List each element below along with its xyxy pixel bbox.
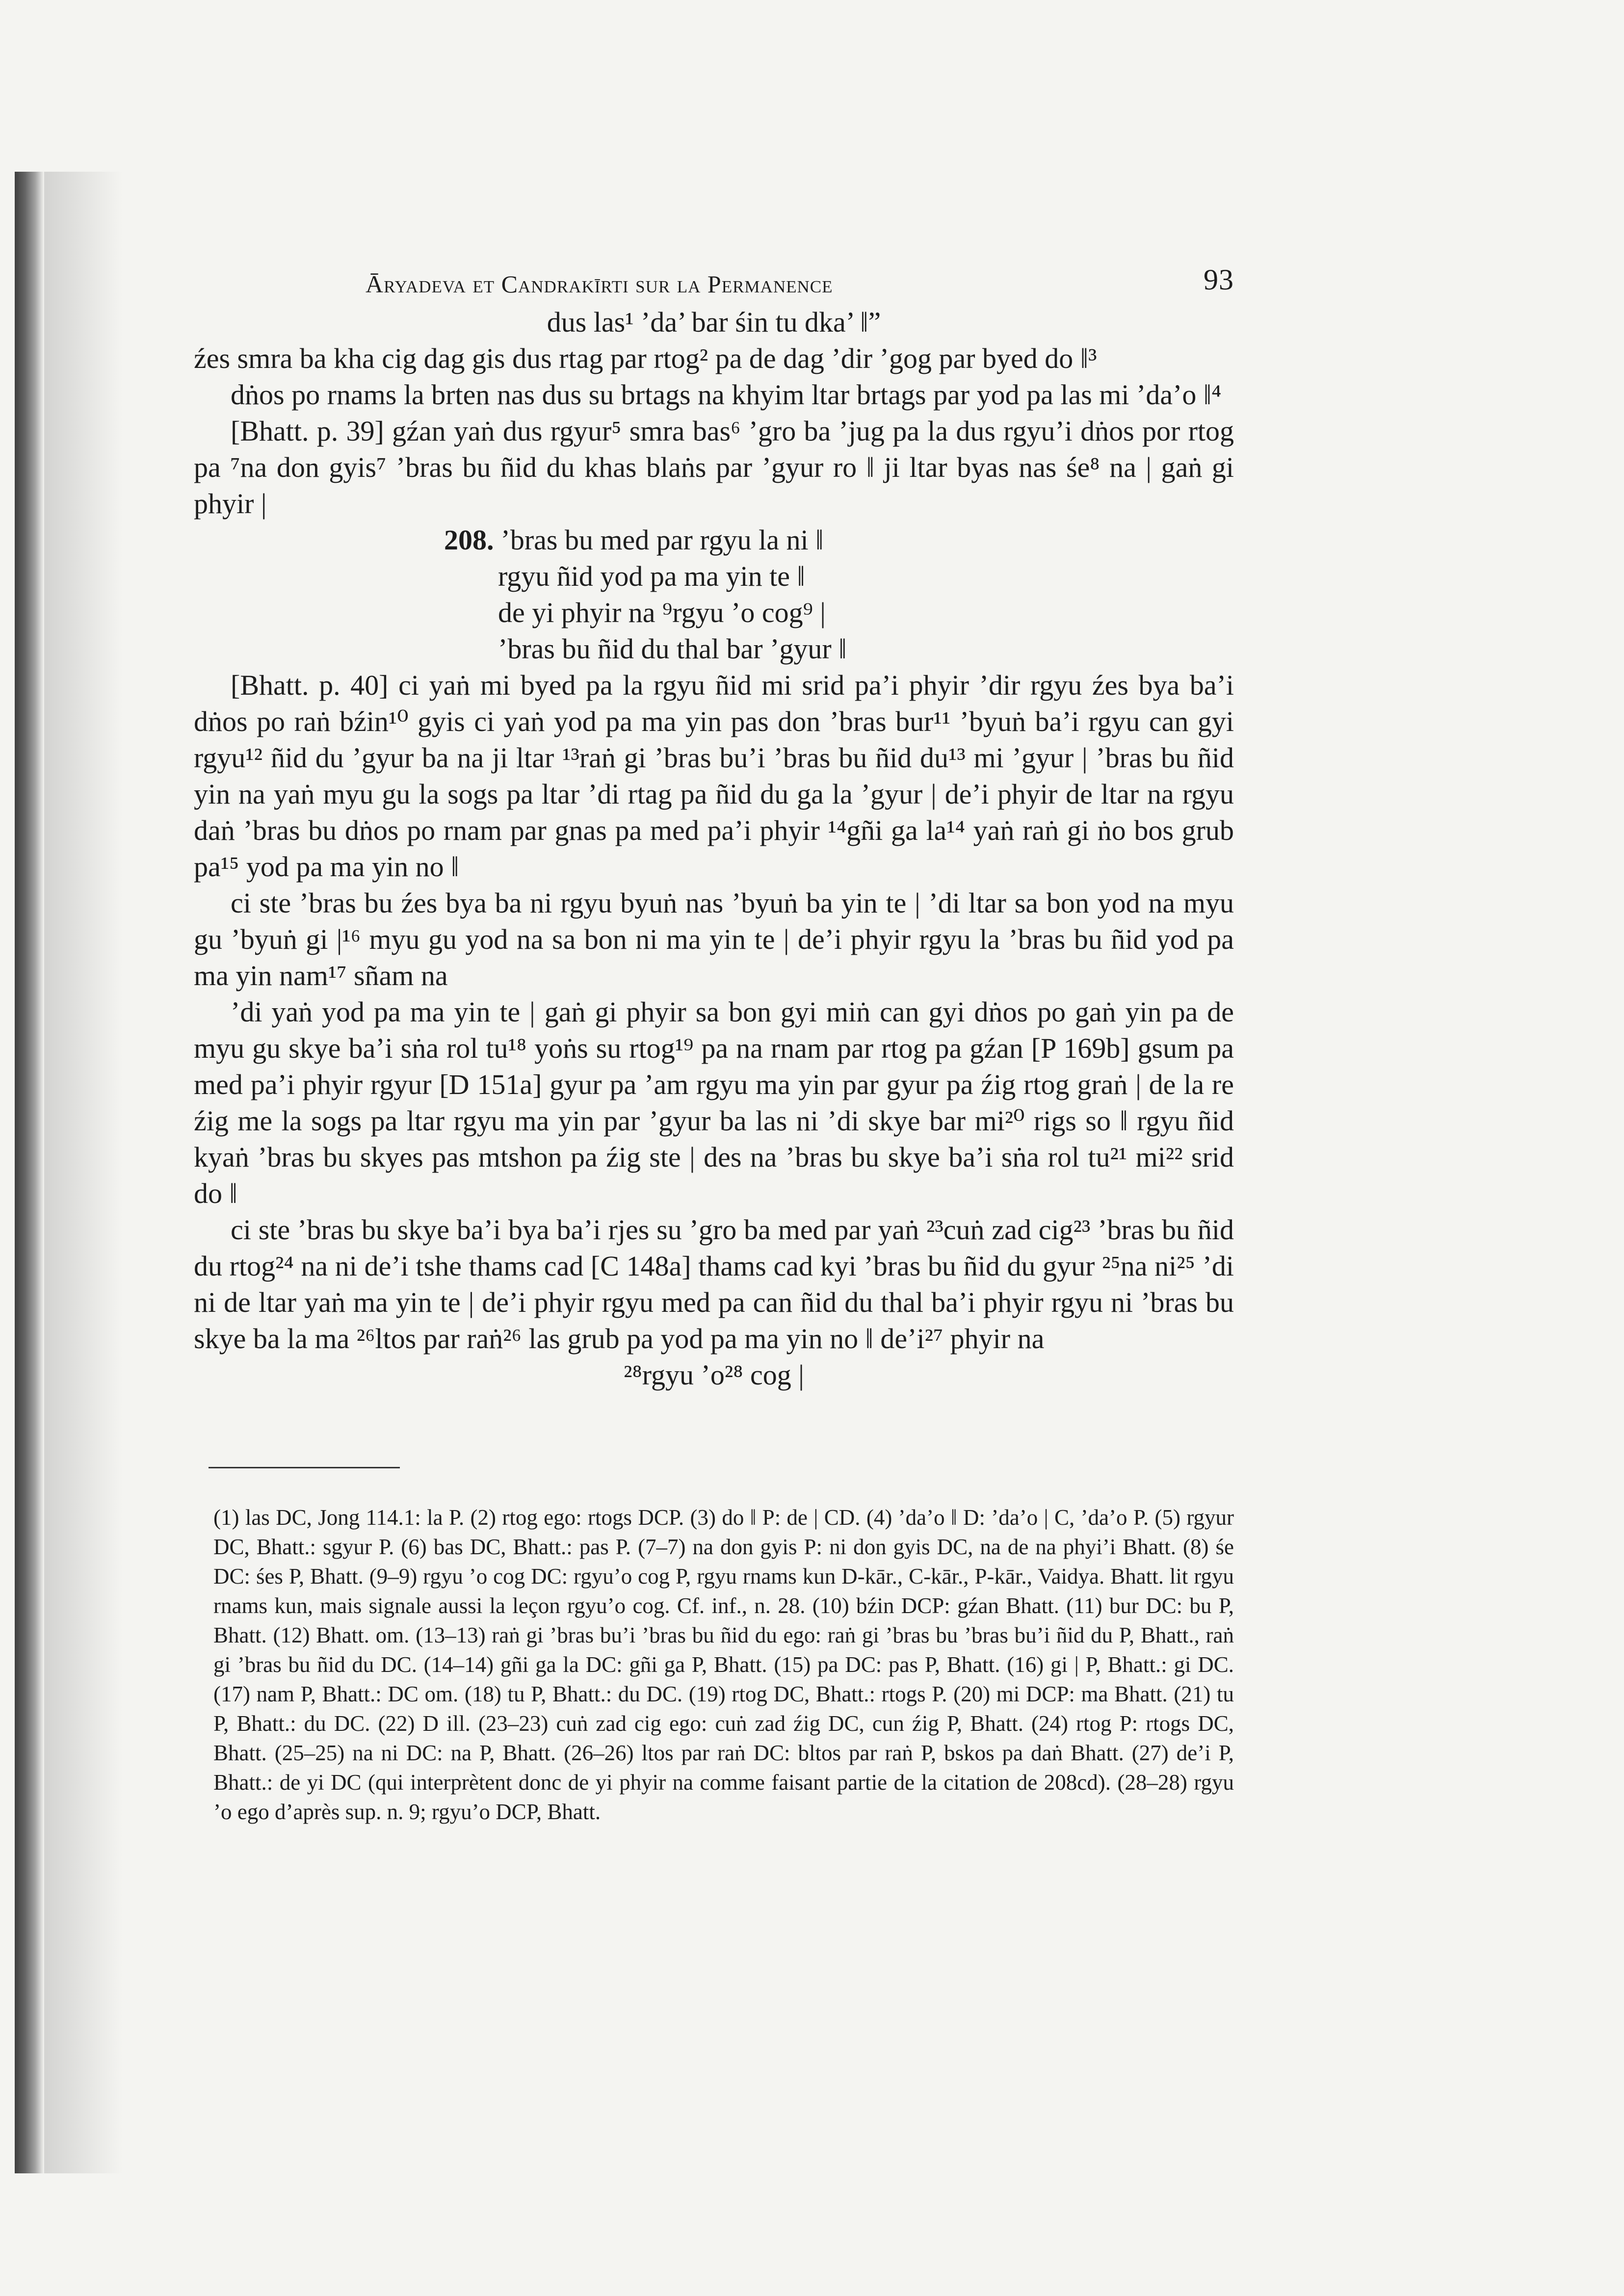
page-header xyxy=(194,260,1234,304)
paragraph: źes smra ba kha cig dag gis dus rtag par rtog² pa de dag ’dir ’gog par byed do ‖³ xyxy=(194,342,1097,374)
footnote-text: (1) las DC, Jong 114.1: la P. (2) rtog ego: rtogs DCP. (3) do ‖ P: de | CD. (4) ’da’o ‖ D: ’da’o | C, ’da’o P. (5) rgyur DC, Bhatt.: sgyur P. (6) bas DC, Bhatt.: pas P. (7–7) na don gyis P: ni don gyis DC, na de na phyi’i Bhatt. (8) śe DC: śes P, Bhatt. (9–9) rgyu ’o cog DC: rgyu’o cog P, rgyu rnams kun D-kār., C-kār., P-kār., Vaidya. Bhatt. lit rgyu rnams kun, mais signale aussi la leçon rgyu’o cog. Cf. inf., n. 28. (10) bźin DCP: gźan Bhatt. (11) bur DC: bu P, Bhatt. (12) Bhatt. om. (13–13) raṅ gi ’bras bu’i ’bras bu ñid du ego: raṅ gi ’bras bu ’bras bu’i ñid du P, Bhatt., raṅ gi ’bras bu ñid du DC. (14–14) gñi ga la DC: gñi ga P, Bhatt. (15) pa DC: pas P, Bhatt. (16) gi | P, Bhatt.: gi DC. (17) nam P, Bhatt.: DC om. (18) tu P, Bhatt.: du DC. (19) rtog DC, Bhatt.: rtogs P. (20) mi DCP: ma Bhatt. (21) tu P, Bhatt.: du DC. (22) D ill. (23–23) cuṅ zad cig ego: cuṅ zad źig DC, cun źig P, Bhatt. (24) rtog P: rtogs DC, Bhatt. (25–25) na ni DC: na P, Bhatt. (26–26) ltos par raṅ DC: bltos par raṅ P, bskos pa daṅ Bhatt. (27) de’i P, Bhatt.: de yi DC (qui interprètent donc de yi phyir na comme faisant partie de la citation de 208cd). (28–28) rgyu ’o ego d’après sup. n. 9; rgyu’o DCP, Bhatt. xyxy=(213,1505,1234,1824)
verse-line: de yi phyir na ⁹rgyu ’o cog⁹ | xyxy=(498,597,826,628)
running-head: Āryadeva et Candrakīrti sur la Permanence xyxy=(366,270,833,298)
paragraph: [Bhatt. p. 39] gźan yaṅ dus rgyur⁵ smra bas⁶ ’gro ba ’jug pa la dus rgyu’i dṅos por rtog pa ⁷na don gyis⁷ ’bras bu ñid du khas blaṅs par ’gyur ro ‖ ji ltar byas nas śe⁸ na | gaṅ gi phyir | xyxy=(194,415,1234,520)
footnote-rule xyxy=(209,1467,400,1468)
paragraph: dṅos po rnams la brten nas dus su brtags na khyim ltar brtags par yod pa las mi ’da’o ‖⁴ xyxy=(231,379,1222,411)
paragraph: ci ste ’bras bu skye ba’i bya ba’i rjes su ’gro ba med par yaṅ ²³cuṅ zad cig²³ ’bras bu ñid du rtog²⁴ na ni de’i tshe thams cad [C 148a] thams cad kyi ’bras bu ñid du gyur ²⁵na ni²⁵ ’di ni de ltar yaṅ ma yin te | de’i phyir rgyu med pa can ñid du thal ba’i phyir rgyu ni ’bras bu skye ba la ma ²⁶ltos par raṅ²⁶ las grub pa yod pa ma yin no ‖ de’i²⁷ phyir na xyxy=(194,1214,1234,1355)
page-number: 93 xyxy=(1204,263,1234,296)
scan-binding-shadow xyxy=(15,172,44,2173)
scan-binding-gradient xyxy=(44,172,123,2173)
verse-number: 208. xyxy=(444,524,494,556)
text-line: dus las¹ ’da’ bar śin tu dka’ ‖” xyxy=(547,306,881,338)
verse-line: ’bras bu ñid du thal bar ’gyur ‖ xyxy=(498,633,847,665)
paragraph: ’di yaṅ yod pa ma yin te | gaṅ gi phyir sa bon gyi miṅ can gyi dṅos po gaṅ yin pa de myu gu skye ba’i sṅa rol tu¹⁸ yoṅs su rtog¹⁹ pa na rnam par rtog pa gźan [P 169b] gsum pa med pa’i phyir rgyur [D 151a] gyur pa ’am rgyu ma yin par gyur pa źig rtog graṅ | de la re źig me la sogs pa ltar rgyu ma yin par ’gyur ba las ni ’di skye bar mi²⁰ rigs so ‖ rgyu ñid kyaṅ ’bras bu skyes pas mtshon pa źig ste | des na ’bras bu skye ba’i sṅa rol tu²¹ mi²² srid do ‖ xyxy=(194,996,1234,1209)
verse-line: rgyu ñid yod pa ma yin te ‖ xyxy=(498,560,805,592)
main-text xyxy=(194,304,1234,1393)
verse-208 xyxy=(444,522,1234,667)
paragraph: ci ste ’bras bu źes bya ba ni rgyu byuṅ nas ’byuṅ ba yin te | ’di ltar sa bon yod na myu gu ’byuṅ gi |¹⁶ myu gu yod na sa bon ni ma yin te | de’i phyir rgyu la ’bras bu ñid yod pa ma yin nam¹⁷ sñam na xyxy=(194,887,1234,991)
footnotes xyxy=(194,1503,1234,1826)
verse-line: 208. ’bras bu med par rgyu la ni ‖ xyxy=(444,524,824,556)
text-line: ²⁸rgyu ’o²⁸ cog | xyxy=(624,1359,804,1391)
book-page xyxy=(194,260,1234,1826)
paragraph: [Bhatt. p. 40] ci yaṅ mi byed pa la rgyu ñid mi srid pa’i phyir ’dir rgyu źes bya ba’i dṅos po raṅ bźin¹⁰ gyis ci yaṅ yod pa ma yin pas don ’bras bur¹¹ ’byuṅ ba’i rgyu can gyi rgyu¹² ñid du ’gyur ba na ji ltar ¹³raṅ gi ’bras bu’i ’bras bu ñid du¹³ mi ’gyur | ’bras bu ñid yin na yaṅ myu gu la sogs pa ltar ’di rtag pa ñid du ga la ’gyur | de’i phyir de ltar na rgyu daṅ ’bras bu dṅos po rnam par gnas pa med pa’i phyir ¹⁴gñi ga la¹⁴ yaṅ raṅ gi ṅo bos grub pa¹⁵ yod pa ma yin no ‖ xyxy=(194,669,1234,883)
